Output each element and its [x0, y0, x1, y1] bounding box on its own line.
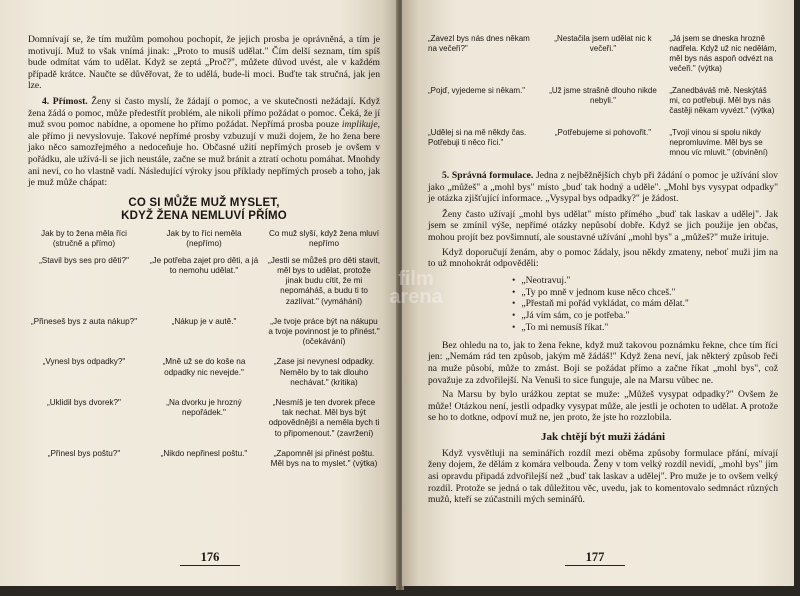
table-row: [28, 398, 380, 439]
table-title: [28, 197, 380, 223]
table-cell: „Zase jsi nevynesl odpadky. Nemělo by to tak dlouho nechávat." (kritika): [273, 357, 375, 387]
table-header: [28, 229, 380, 249]
table-cell: „Nikdo nepřinesl poštu.": [160, 448, 248, 458]
table-title-line: KDYŽ ŽENA NEMLUVÍ PŘÍMO: [121, 209, 287, 222]
table-cell: „Je potřeba zajet pro děti, a já to nemohu udělat.": [149, 255, 259, 275]
table-cell: „Stavil bys ses pro děti?": [39, 255, 129, 265]
table-row: [28, 449, 380, 469]
table-cell: „Už jsme strašně dlouho nikde nebyli.": [549, 86, 657, 105]
table-row: [428, 34, 778, 74]
paragraph-lead: 4. Přímost.: [42, 95, 88, 107]
table-cell: „Nestačila jsem udělat nic k večeři.": [554, 34, 652, 53]
table-title-line: CO SI MŮŽE MUŽ MYSLET,: [128, 196, 280, 209]
table-cell: „Zanedbáváš mě. Neskýtáš mi, co potřebuji. Měl bys nás častěji někam vyvézt." (výtka): [669, 86, 775, 115]
table-cell: „Nákup je v autě.": [171, 316, 237, 326]
bullet-list: [512, 275, 778, 334]
column-header: Jak by to říci neměla (nepřímo): [166, 228, 242, 248]
table-cell: „Uklidil bys dvorek?": [47, 397, 121, 407]
table-cell: „Na dvorku je hrozný nepořádek.": [166, 397, 242, 418]
table-row: [428, 86, 778, 116]
right-page: [402, 0, 794, 586]
page-number: 176: [180, 550, 240, 566]
paragraph-text: Jedna z nejběžnějších chyb při žádání o pomoc je užívání slov jako „můžeš" a „mohl bys" místo „buď tak hodný a uděle". „Mohl bys vysypat odpadky" je otázka zjišťující informace. „Vysypal bys odpadky?" je žádost.: [428, 170, 778, 205]
list-item: • „Přestaň mi pořád vykládat, co mám dělat.": [512, 298, 778, 310]
paragraph-formulation: [428, 170, 778, 205]
table-cell: „Udělej si na mě někdy čas. Potřebuji ti něco říci.": [428, 128, 527, 147]
table-cell: „Vynesl bys odpadky?": [42, 357, 126, 367]
paragraph-directness: [28, 96, 380, 189]
table-cell: „Já jsem se dneska hrozně nadřela. Když už nic nedělám, měl bys nás aspoň odvézt na večeři." (výtka): [669, 34, 777, 73]
page-number: 177: [565, 550, 625, 566]
table-cell: „Nesmíš je ten dvorek přece tak nechat. Měl bys být odpovědnější a neměla bych ti to připomenout." (zavržení): [268, 397, 380, 438]
table-row: [28, 256, 380, 307]
table-row: [428, 128, 778, 158]
paragraph-text: , ale přímo ji nevyslovuje. Takové nepřímé prosby vzbuzují v muži dojem, že ho žena bere jako něco samozřejmého a nedoceňuje ho. Občasné užití nepřímých proseb je ovšem v pořádku, ale užívá-li se jich neustále, začne se muž bránit a ztratí ochotu pomáhat. Mnohdy ani neví, co ho vlastně vadí. Následující výroky jsou příklady nepřímých proseb a toho, jak je muž může chápat:: [28, 119, 380, 189]
paragraph: Domnívají se, že tím mužům pomohou pochopit, že jejich prosba je oprávněná, a tím je motivují. Muž to však vnímá jinak: „Proto to musíš udělat." Čím delší seznam, tím spíš bude odmítat vám to udělat. Když se zeptá „Proč?", můžete důvod uvést, ale v každém případě krátce. Naučte se důvěřovat, že to udělá, bude-li moci. Buďte tak stručná, jak jen lze.: [28, 34, 380, 92]
list-item: • „Ty po mně v jednom kuse něco chceš.": [512, 287, 778, 299]
table-cell: „Potřebujeme si pohovořit.": [554, 128, 652, 137]
paragraph: Bez ohledu na to, jak to žena řekne, když muž takovou poznámku řekne, chce tím říci jen: „Nemám rád ten způsob, jakým mě žádáš!" Když žena neví, jak některý způsob řeči na muže působí, může to zmást. Boji se požádat přímo a začne říkat „mohl bys", což považuje za zdvořilejší. Na Venuši to sice funguje, ale na Marsu vůbec ne.: [428, 339, 778, 386]
table-cell: „Je tvoje práce být na nákupu a tvoje povinnost je to přinést." (očekávání): [268, 316, 380, 347]
table-row: [28, 317, 380, 348]
column-header: Jak by to žena měla říci (stručně a přímo): [40, 228, 127, 248]
table-cell: „Pojď, vyjedeme si někam.": [428, 86, 526, 95]
section-heading: Jak chtějí být muži žádáni: [540, 430, 666, 443]
paragraph-italic: implikuje: [341, 119, 378, 131]
paragraph: Když vysvětluji na seminářích rozdíl mezi oběma způsoby formulace přání, mívají ženy dojem, že dělám z komára velbouda. Ženy v tom velký rozdíl nevidí, „mohl bys" jim asi opravdu připadá zdvořilejší než „buď tak laskav a udělej". Pro muže je to ovšem velký rozdíl. Protože se jedná o tak důležitou věc, uvedu, jak to komentovalo sedmnáct různých mužů, kteří se zúčastnili mých seminářů.: [428, 447, 778, 506]
watermark: film arena: [389, 268, 443, 308]
table-cell: „Zavezl bys nás dnes někam na večeři?": [428, 34, 530, 53]
paragraph: Když doporučují ženám, aby o pomoc žádaly, jsou někdy zmateny, neboť muži jim na to už mnohokrát odpověděli:: [428, 246, 778, 270]
left-page: [0, 0, 398, 586]
paragraph: Ženy často užívají „mohl bys udělat" místo přímého „buď tak laskav a udělej". Jak jsem se zmínil výše, nepřímé otázky nepůsobí dobře. Když se jich použije jen občas, mohou projít bez povšimnutí, ale soustavné užívání „mohl bys" a „můžeš?" muže irituje.: [428, 208, 778, 243]
table-cell: „Přineseš bys z auta nákup?": [30, 316, 138, 326]
table-cell: „Zapomněl jsi přinést poštu. Měl bys na to myslet." (výtka): [270, 448, 378, 468]
paragraph: Na Marsu by bylo urážkou zeptat se muže: „Můžeš vysypat odpadky?" Ovšem že může! Otázkou není, jestli odpadky vysypat může, ale jestli je ochoten to udělat. A protože se ho to dotkne, odpoví muž ne, jen proto, že jste ho rozzlobila.: [428, 389, 778, 424]
column-header: Co muž slyší, když žena mluví nepřímo: [268, 228, 380, 248]
list-item: • „Já vím sám, co je potřeba.": [512, 310, 778, 322]
table-row: [28, 357, 380, 388]
list-item: • „To mi nemusíš říkat.": [512, 322, 778, 334]
table-cell: „Přinesl bys poštu?": [47, 448, 121, 458]
paragraph-lead: 5. Správná formulace.: [442, 170, 534, 181]
list-item: • „Neotravuj.": [512, 275, 778, 287]
table-cell: „Mně už se do koše na odpadky nic nevejde.": [162, 357, 246, 377]
paragraph-text: Ženy si často myslí, že žádají o pomoc, a ve skutečnosti nežádají. Když žena žádá o pomoc, může předestřít problém, ale nikoli přímo požádat o pomoc. Čeká, že jí muž svou pomoc nabídne, a opomene ho přímo požádat. Nepřímá prosba pouze: [28, 95, 380, 131]
table-cell: „Tvojí vinou si spolu nikdy nepromluvíme. Měl bys se mnou víc mluvit." (obvinění): [669, 128, 768, 157]
table-cell: „Jestli se můžeš pro děti stavit, měl bys to udělat, protože jinak budu cítit, že mi nepomáháš, a budu ti to zazlívat." (vymáhání): [268, 255, 380, 306]
